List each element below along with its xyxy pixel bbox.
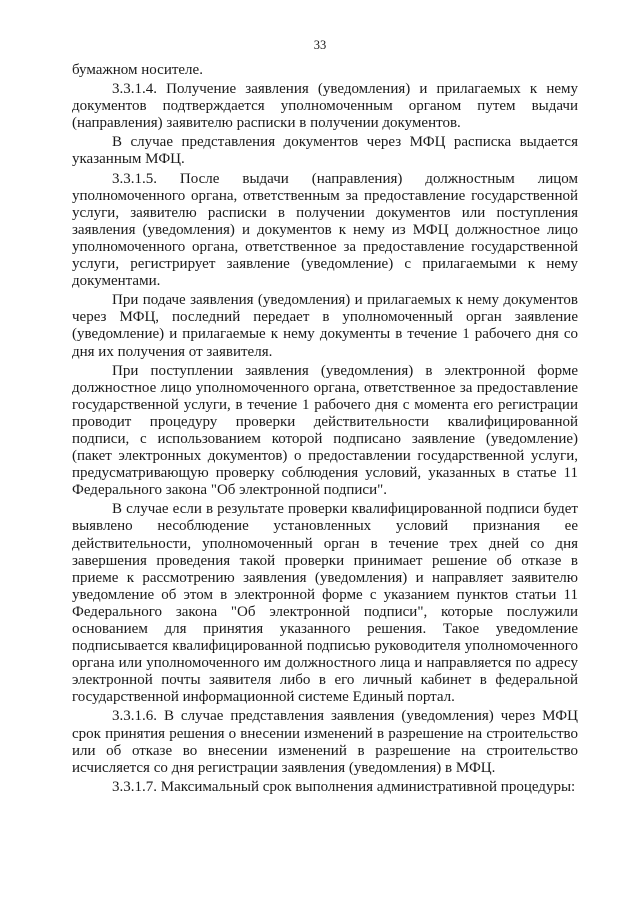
paragraph-signature-check: В случае если в результате проверки квалифицированной подписи будет выявлено несоблюдение установленных условий признания ее действительности, уполномоченный орган в течение трех дней со дня завершения проведения такой проверки принимает решение об отказе в приеме к рассмотрению заявления (уведомления) и направляет заявителю уведомление об этом в электронной форме с указанием пунктов статьи 11 Федерального закона "Об электронной подписи", которые послужили основанием для принятия указанного решения. Такое уведомление подписывается квалифицированной подписью руководителя уполномоченного органа или уполномоченного им должностного лица и направляется по адресу электронной почты заявителя либо в его личный кабинет в федеральной государственной информационной системе Единый портал. (72, 501, 578, 706)
paragraph-continuation: бумажном носителе. (72, 62, 203, 78)
document-body (72, 62, 578, 798)
paragraph-3-3-1-7: 3.3.1.7. Максимальный срок выполнения административной процедуры: (112, 778, 576, 795)
page-number: 33 (313, 38, 327, 52)
paragraph-3-3-1-6: 3.3.1.6. В случае представления заявления (уведомления) через МФЦ срок принятия решения о внесении изменений в разрешение на строительство или об отказе во внесении изменений в разрешение на строительство исчисляется со дня регистрации заявления (уведомления) в МФЦ. (72, 708, 578, 776)
paragraph-3-3-1-4: 3.3.1.4. Получение заявления (уведомления) и прилагаемых к нему документов подтверждается уполномоченным органом путем выдачи (направления) заявителю расписки в получении документов. (72, 81, 578, 132)
paragraph-mfc-submission: При подаче заявления (уведомления) и прилагаемых к нему документов через МФЦ, последний передает в уполномоченный орган заявление (уведомление) и прилагаемые к нему документы в течение 1 рабочего дня со дня их получения от заявителя. (72, 292, 578, 360)
paragraph-3-3-1-5: 3.3.1.5. После выдачи (направления) должностным лицом уполномоченного органа, ответственным за предоставление государственной услуги, заявителю расписки в получении документов или поступления заявления (уведомления) и документов к нему из МФЦ должностное лицо уполномоченного органа, ответственное за предоставление государственной услуги, регистрирует заявление (уведомление) с прилагаемыми к нему документами. (72, 170, 578, 290)
paragraph-mfc-receipt: В случае представления документов через МФЦ расписка выдается указанным МФЦ. (72, 134, 578, 168)
paragraph-electronic-form: При поступлении заявления (уведомления) в электронной форме должностное лицо уполномоченного органа, ответственное за предоставление государственной услуги, в течение 1 рабочего дня с момента его регистрации проводит процедуру проверки действительности квалифицированной подписи, с использованием которой подписано заявление (уведомление) (пакет электронных документов) о предоставлении государственной услуги, предусматривающую проверку соблюдения условий, указанных в статье 11 Федерального закона "Об электронной подписи". (72, 362, 578, 499)
